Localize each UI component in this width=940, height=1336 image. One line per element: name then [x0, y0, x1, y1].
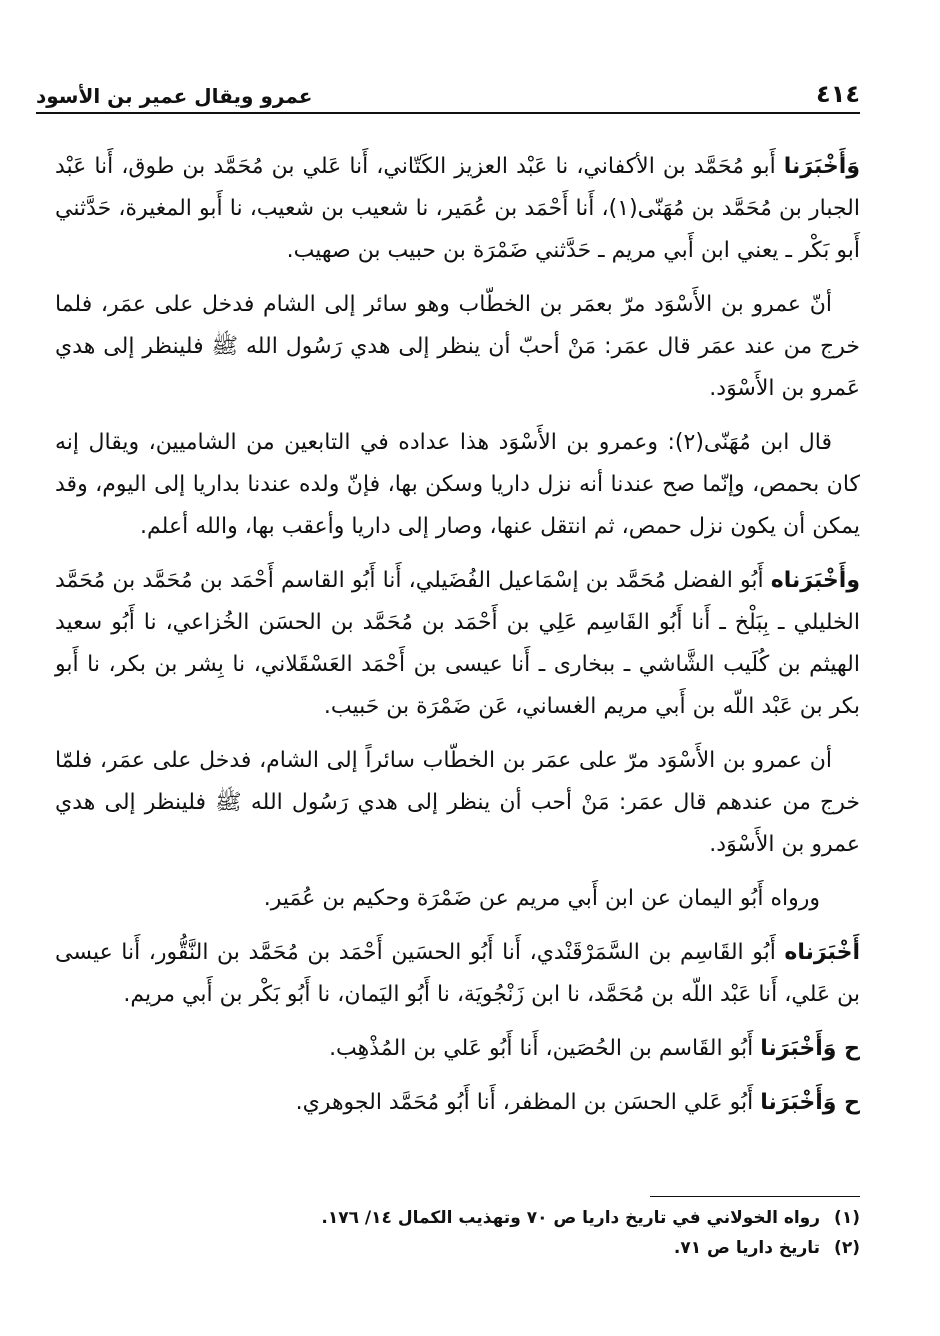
paragraph-matn-2	[55, 740, 860, 866]
paragraph-text: أَبُو الفضل مُحَمَّد بن إسْمَاعيل الفُضَيلي، أَنا أَبُو القاسم أَحْمَد بن مُحَمَّد بن مُحَمَّد الخليلي ـ بِبَلْخ ـ أَنا أَبُو القَاسِم عَلِي بن أَحْمَد بن مُحَمَّد بن الحسَن الخُزاعي، نا أَبُو سعيد الهيثم بن كُلَيب الشَّاشي ـ ببخارى ـ أَنا عيسى بن أَحْمَد العَسْقَلاني، نا بِشر بن بكر، نا أَبو بكر بن عَبْد اللّه بن أَبي مريم الغساني، عَن ضَمْرَة بن حَبيب.	[55, 568, 860, 719]
page-body	[55, 146, 860, 1136]
paragraph-commentary	[55, 422, 860, 548]
paragraph-lead: ح وَأَخْبَرَنا	[760, 1090, 860, 1115]
paragraph-text: ورواه أَبُو اليمان عن ابن أَبي مريم عن ضَمْرَة وحكيم بن عُمَير.	[263, 886, 820, 911]
paragraph-isnad-1	[55, 146, 860, 272]
paragraph-lead: أَخْبَرَناه	[784, 940, 860, 965]
paragraph-text: أن عمرو بن الأَسْوَد مرّ على عمَر بن الخطّاب سائراً إلى الشام، فدخل على عمَر، فلمّا خرج من عندهم قال عمَر: مَنْ أحب أن ينظر إلى هدي رَسُول الله ﷺ فلينظر إلى هدي عمرو بن الأَسْوَد.	[55, 748, 860, 857]
paragraph-text: أَبو مُحَمَّد بن الأكفاني، نا عَبْد العزيز الكَتّاني، أَنا عَلي بن مُحَمَّد بن طوق، أَنا عَبْد الجبار بن مُحَمَّد بن مُهَنّى(١)، أَنا أَحْمَد بن عُمَير، نا شعيب بن شعيب، نا أَبو المغيرة، حَدَّثني أَبو بَكْر ـ يعني ابن أَبي مريم ـ حَدَّثني ضَمْرَة بن حبيب بن صهيب.	[55, 154, 860, 263]
running-title: عمرو ويقال عمير بن الأسود	[36, 84, 313, 108]
paragraph-text: أنّ عمرو بن الأَسْوَد مرّ بعمَر بن الخطّاب وهو سائر إلى الشام فدخل على عمَر، فلما خرج من عند عمَر قال عمَر: مَنْ أحبّ أن ينظر إلى هدي رَسُول الله ﷺ فلينظر إلى هدي عَمرو بن الأَسْوَد.	[55, 292, 860, 401]
paragraph-text: أَبُو عَلي الحسَن بن المظفر، أَنا أَبُو مُحَمَّد الجوهري.	[295, 1090, 761, 1115]
footnote-text: تاريخ داريا ص ٧١.	[673, 1238, 821, 1258]
paragraph-text: قال ابن مُهَنّى(٢): وعمرو بن الأَسْوَد هذا عداده في التابعين من الشاميين، ويقال إنه كان بحمص، وإنّما صح عندنا أنه نزل داريا وسكن بها، فإنّ ولده عندنا بداريا إلى اليوم، وقد يمكن أن يكون نزل حمص، ثم انتقل عنها، وصار إلى داريا وأعقب بها، والله أعلم.	[55, 430, 860, 539]
footnotes	[60, 1196, 860, 1263]
paragraph-lead: ح وَأَخْبَرَنا	[760, 1036, 860, 1061]
footnote-mark: (١)	[834, 1208, 860, 1228]
paragraph-variant	[55, 878, 860, 920]
paragraph-lead: وأَخْبَرَناه	[770, 568, 860, 593]
footnote-mark: (٢)	[834, 1238, 860, 1258]
paragraph-matn-1	[55, 284, 860, 410]
paragraph-lead: وَأَخْبَرَنا	[783, 154, 860, 179]
paragraph-text: أَبُو القَاسم بن الحُصَين، أَنا أَبُو عَلي بن المُذْهِب.	[329, 1036, 761, 1061]
paragraph-isnad-5	[55, 1082, 860, 1124]
footnote-2	[60, 1233, 860, 1263]
footnote-1	[60, 1203, 860, 1233]
footnote-text: رواه الخولاني في تاريخ داريا ص ٧٠ وتهذيب الكمال ١٤/ ١٧٦.	[321, 1208, 821, 1228]
page-header	[36, 72, 860, 114]
footnote-divider	[650, 1196, 860, 1197]
paragraph-text: أَبُو القَاسِم بن السَّمَرْقَنْدي، أَنا أَبُو الحسَين أَحْمَد بن مُحَمَّد بن النَّقُّور، أَنا عيسى بن عَلي، أَنا عَبْد اللّه بن مُحَمَّد، نا ابن زَنْجُويَة، نا أَبُو اليَمان، نا أَبُو بَكْر بن أَبي مريم.	[55, 940, 860, 1007]
paragraph-isnad-3	[55, 932, 860, 1016]
page-number: ٤١٤	[816, 80, 860, 108]
paragraph-isnad-4	[55, 1028, 860, 1070]
paragraph-isnad-2	[55, 560, 860, 728]
